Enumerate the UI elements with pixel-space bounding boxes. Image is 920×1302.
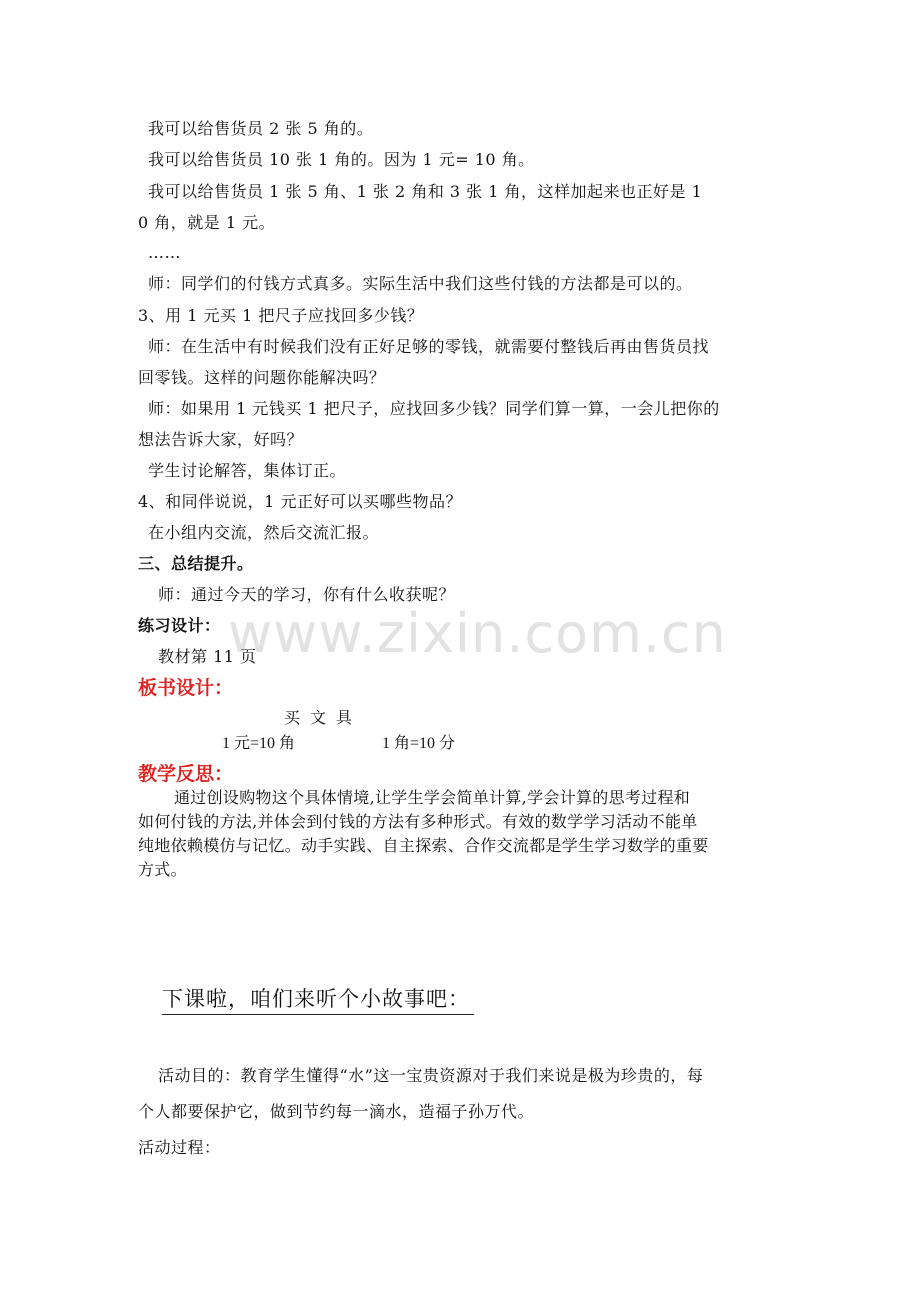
reflection-line: 方式。 (138, 860, 187, 879)
text-line: …… (148, 243, 181, 262)
reflection-line: 如何付钱的方法,并体会到付钱的方法有多种形式。有效的数学学习活动不能单 (138, 812, 698, 831)
text-line: 我可以给售货员 10 张 1 角的。因为 1 元= 10 角。 (148, 150, 535, 169)
text-line: 师：通过今天的学习，你有什么收获呢？ (158, 585, 456, 604)
text-line: 我可以给售货员 2 张 5 角的。 (148, 119, 374, 138)
text-line: 在小组内交流，然后交流汇报。 (148, 523, 380, 542)
board-design-heading: 板书设计： (138, 677, 234, 699)
text-line: 学生讨论解答，集体订正。 (148, 461, 347, 480)
board-title: 买 文 具 (284, 710, 353, 727)
text-line: 0 角，就是 1 元。 (138, 213, 276, 232)
text-line: 师：如果用 1 元钱买 1 把尺子，应找回多少钱？同学们算一算，一会儿把你的 (148, 399, 720, 418)
practice-text: 教材第 11 页 (158, 647, 257, 666)
reflection-heading: 教学反思： (138, 763, 234, 785)
text-line: 想法告诉大家，好吗？ (138, 430, 304, 449)
activity-purpose-line: 个人都要保护它，做到节约每一滴水，造福子孙万代。 (138, 1102, 535, 1121)
activity-process-label: 活动过程： (138, 1138, 221, 1157)
watermark-text: www.zixin.com.cn (228, 602, 727, 665)
section-heading-summary: 三、总结提升。 (138, 554, 254, 573)
story-title: 下课啦，咱们来听个小故事吧： (162, 985, 474, 1015)
reflection-line: 纯地依赖模仿与记忆。动手实践、自主探索、合作交流都是学生学习数学的重要 (138, 836, 709, 855)
text-line: 回零钱。这样的问题你能解决吗？ (138, 368, 386, 387)
board-equation-jiao: 1 角=10 分 (382, 735, 456, 752)
text-line: 师：在生活中有时候我们没有正好足够的零钱，就需要付整钱后再由售货员找 (148, 337, 710, 356)
reflection-line: 通过创设购物这个具体情境,让学生学会简单计算,学会计算的思考过程和 (174, 788, 691, 807)
practice-heading: 练习设计： (138, 616, 221, 635)
text-line: 我可以给售货员 1 张 5 角、1 张 2 角和 3 张 1 角，这样加起来也正好是 1 (148, 182, 703, 201)
text-line: 师：同学们的付钱方式真多。实际生活中我们这些付钱的方法都是可以的。 (148, 274, 693, 293)
section-item-4: 4、和同伴说说，1 元正好可以买哪些物品？ (138, 492, 462, 511)
section-item-3: 3、用 1 元买 1 把尺子应找回多少钱？ (138, 306, 424, 325)
board-equation-yuan: 1 元=10 角 (222, 735, 296, 752)
activity-purpose-line: 活动目的：教育学生懂得“水”这一宝贵资源对于我们来说是极为珍贵的，每 (158, 1066, 704, 1085)
